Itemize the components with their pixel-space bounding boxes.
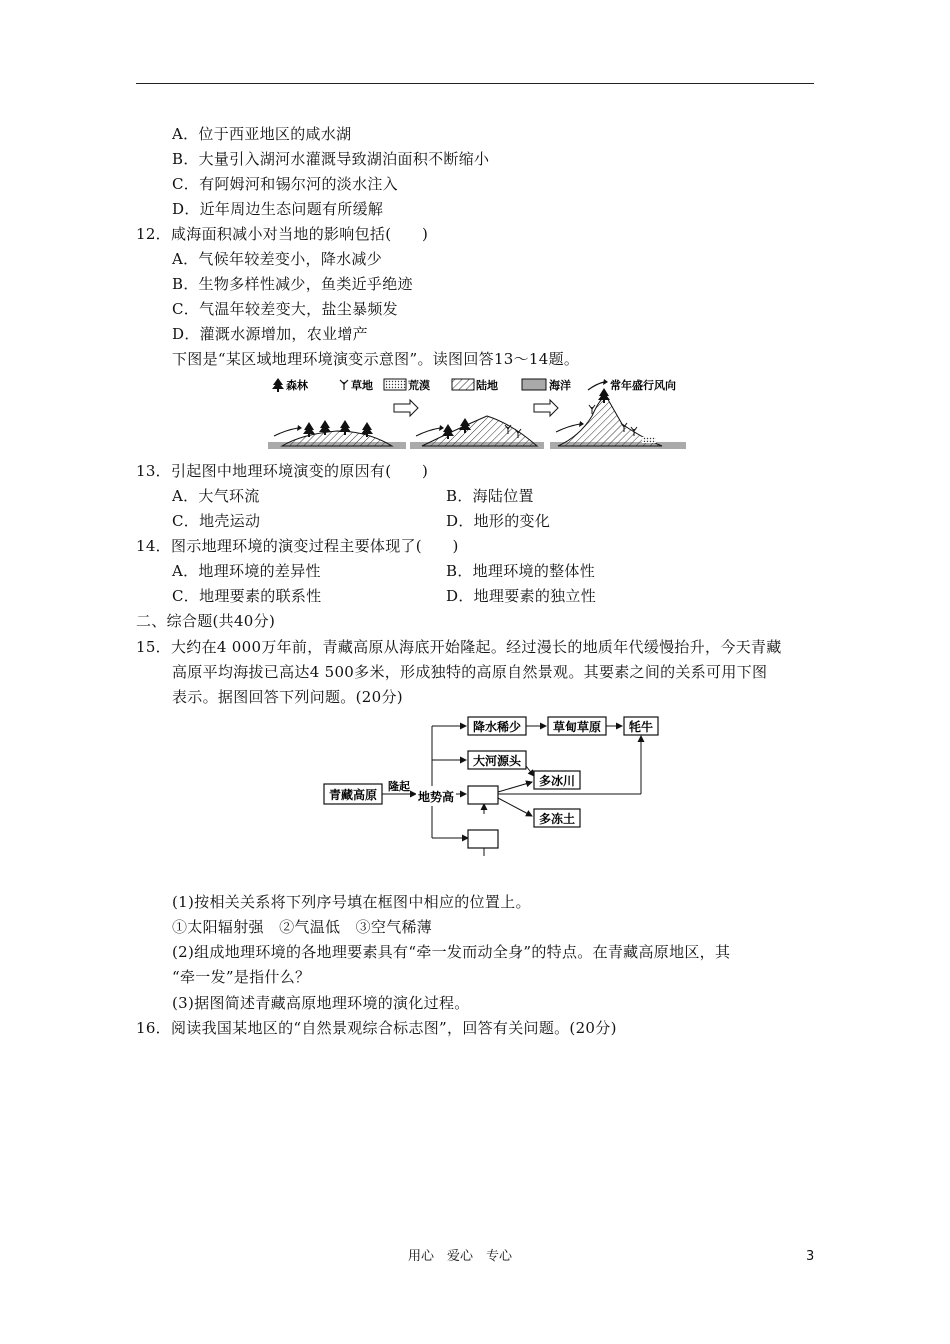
label-frozen: 多冻土	[538, 812, 576, 826]
plateau-flowchart	[320, 714, 660, 856]
label-rain: 降水稀少	[472, 720, 522, 734]
q15-options: ①太阳辐射强 ②气温低 ③空气稀薄	[172, 918, 433, 936]
label-uplift: 隆起	[388, 780, 410, 793]
wind-arrow	[274, 428, 298, 436]
stage-1-panel	[268, 420, 406, 449]
blank-box-3-top	[468, 854, 498, 856]
q11-option-a: A．位于西亚地区的咸水湖	[172, 125, 352, 143]
page-number: 3	[806, 1249, 815, 1264]
box-rain	[468, 717, 526, 735]
q15-line-1: 15．大约在4 000万年前，青藏高原从海底开始隆起。经过漫长的地质年代缓慢抬升，今天青藏	[136, 638, 782, 656]
stage-2-panel	[410, 416, 544, 449]
grass-icon	[340, 380, 348, 390]
label-meadow: 草甸草原	[552, 720, 602, 734]
q13-option-b: B．海陆位置	[446, 487, 534, 505]
legend-wind: 常年盛行风向	[610, 379, 676, 392]
q12-option-b: B．生物多样性减少，鱼类近乎绝迹	[172, 275, 413, 293]
label-high: 地势高	[417, 790, 455, 804]
blank-box-1[interactable]	[468, 786, 498, 804]
q15-line-2: 高原平均海拔已高达4 500多米，形成独特的高原自然景观。其要素之间的关系可用下图	[172, 663, 768, 681]
q12-option-d: D．灌溉水源增加，农业增产	[172, 325, 368, 343]
desert-patch	[642, 437, 656, 443]
q13-option-d: D．地形的变化	[446, 512, 551, 530]
box-plateau	[324, 784, 382, 804]
box-high-terrain	[416, 786, 456, 806]
environment-evolution-diagram	[262, 374, 692, 456]
q12-stem: 12．咸海面积减小对当地的影响包括( )	[136, 225, 429, 243]
q14-option-a: A．地理环境的差异性	[172, 562, 321, 580]
landmass	[282, 431, 392, 446]
q14-stem: 14．图示地理环境的演变过程主要体现了( )	[136, 537, 459, 555]
legend	[272, 378, 676, 392]
q12-option-c: C．气温年较差变大，盐尘暴频发	[172, 300, 398, 318]
q13-intro: 下图是“某区域地理环境演变示意图”。读图回答13～14题。	[172, 350, 580, 368]
box-frozen-soil	[534, 809, 580, 827]
legend-desert: 荒漠	[408, 379, 430, 392]
q15-part-2b: “牵一发”是指什么？	[172, 968, 311, 986]
desert-swatch	[384, 379, 406, 390]
transition-arrow-1	[394, 400, 418, 416]
q13-option-a: A．大气环流	[172, 487, 260, 505]
q11-option-c: C．有阿姆河和锡尔河的淡水注入	[172, 175, 398, 193]
tree-icon	[272, 378, 284, 392]
box-meadow	[548, 717, 606, 735]
q11-option-b: B．大量引入湖河水灌溉导致湖泊面积不断缩小	[172, 150, 490, 168]
legend-ocean: 海洋	[549, 379, 571, 392]
transition-arrow-2	[534, 400, 558, 416]
box-yak	[624, 717, 658, 735]
section-2-heading: 二、综合题(共40分)	[136, 612, 276, 630]
q15-line-3: 表示。据图回答下列问题。(20分)	[172, 688, 403, 706]
box-river-source	[468, 751, 526, 769]
q15-part-1: (1)按相关关系将下列序号填在框图中相应的位置上。	[172, 893, 531, 911]
q14-option-d: D．地理要素的独立性	[446, 587, 597, 605]
q15-part-3: (3)据图简述青藏高原地理环境的演化过程。	[172, 994, 470, 1012]
wind-arrow-icon	[588, 379, 608, 390]
q13-option-c: C．地壳运动	[172, 512, 261, 530]
q15-part-2a: (2)组成地理环境的各地理要素具有“牵一发而动全身”的特点。在青藏高原地区，其	[172, 943, 731, 961]
wind-arrow	[556, 424, 580, 432]
legend-grass: 草地	[351, 379, 373, 392]
q11-option-d: D．近年周边生态问题有所缓解	[172, 200, 384, 218]
label-plateau: 青藏高原	[328, 788, 378, 802]
footer-motto: 用心 爱心 专心	[408, 1249, 513, 1264]
label-yak: 牦牛	[628, 720, 654, 734]
q16-stem: 16．阅读我国某地区的“自然景观综合标志图”，回答有关问题。(20分)	[136, 1019, 617, 1037]
ocean-swatch	[522, 379, 546, 390]
header-rule	[136, 83, 814, 84]
stage-3-panel	[550, 388, 686, 449]
legend-land: 陆地	[476, 379, 498, 392]
q12-option-a: A．气候年较差变小，降水减少	[172, 250, 383, 268]
land-swatch	[452, 379, 474, 390]
q14-option-b: B．地理环境的整体性	[446, 562, 596, 580]
wind-arrow	[416, 428, 440, 436]
label-river: 大河源头	[472, 754, 522, 768]
legend-forest: 森林	[286, 379, 308, 392]
blank-box-2[interactable]	[468, 830, 498, 848]
label-glacier: 多冰川	[538, 774, 576, 788]
q14-option-c: C．地理要素的联系性	[172, 587, 322, 605]
box-glacier	[534, 771, 580, 789]
q13-stem: 13．引起图中地理环境演变的原因有( )	[136, 462, 429, 480]
